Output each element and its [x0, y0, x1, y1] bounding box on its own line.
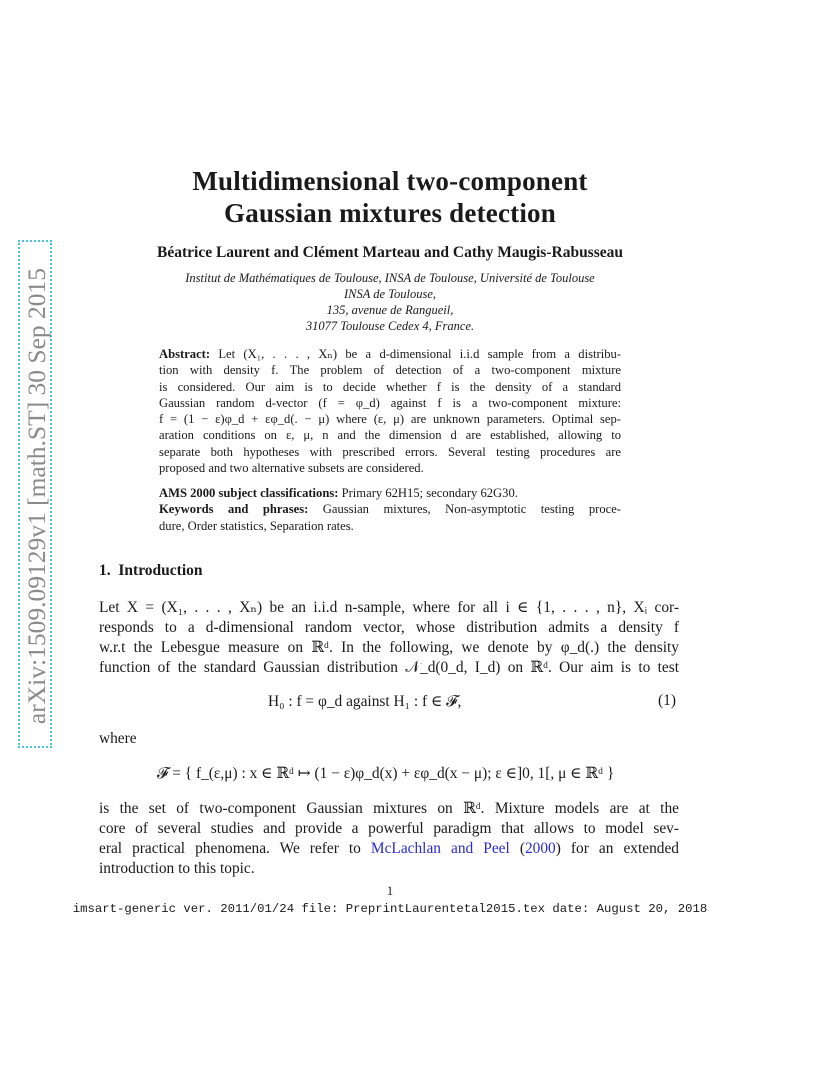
abstract-line: Gaussian random d-vector (f = φ_d) against f is a two-component mixture: — [159, 395, 621, 410]
equation-number: (1) — [658, 692, 676, 709]
abstract-line: aration conditions on ε, μ, n and the dimension d are established, allowing to — [159, 428, 621, 443]
abstract-line: proposed and two alternative subsets are considered. — [159, 461, 424, 476]
ams-label: AMS 2000 subject classifications: — [159, 486, 339, 500]
section-number: 1. — [99, 562, 111, 579]
abstract-line: f = (1 − ε)φ_d + εφ_d(. − μ) where (ε, μ) are unknown parameters. Optimal sep- — [159, 412, 621, 427]
author-list: Béatrice Laurent and Clément Marteau and Cathy Maugis-Rabusseau — [157, 244, 623, 261]
equation-2: 𝓕 = { f_(ε,μ) : x ∈ ℝᵈ ↦ (1 − ε)φ_d(x) + εφ_d(x − μ); ε ∈]0, 1[, μ ∈ ℝᵈ } — [157, 765, 615, 782]
arxiv-stamp-text: arXiv:1509.09129v1 [math.ST] 30 Sep 2015 — [22, 267, 51, 725]
paragraph-line: eral practical phenomena. We refer to McLachlan and Peel (2000) for an extended — [99, 840, 679, 857]
abstract-label: Abstract: — [159, 347, 211, 361]
citation-link[interactable]: McLachlan and Peel — [370, 840, 510, 857]
keywords-label: Keywords and phrases: — [159, 502, 309, 517]
paragraph-line: function of the standard Gaussian distribution 𝒩_d(0_d, I_d) on ℝᵈ. Our aim is to test — [99, 659, 679, 676]
where-text: where — [99, 730, 137, 747]
keywords-line: Gaussian mixtures, Non-asymptotic testing proce- — [322, 502, 621, 517]
paragraph-line: responds to a d-dimensional random vector, whose distribution admits a density f — [99, 619, 679, 636]
abstract-line: separate both hypotheses with prescribed errors. Several testing procedures are — [159, 444, 621, 459]
ams-text: Primary 62H15; secondary 62G30. — [341, 486, 518, 500]
paper-title-line1: Multidimensional two-component — [192, 166, 588, 196]
paragraph-line: Let X = (X₁, . . . , Xₙ) be an i.i.d n-sample, where for all i ∈ {1, . . . , n}, Xᵢ cor- — [99, 599, 679, 616]
mixture-paragraph — [99, 799, 679, 879]
paragraph-line: core of several studies and provide a powerful paradigm that allows to model sev- — [99, 820, 679, 837]
equation-1: H₀ : f = φ_d against H₁ : f ∈ 𝓕, — [268, 693, 462, 710]
intro-paragraph — [99, 598, 679, 678]
abstract — [159, 346, 621, 476]
paragraph-line: is the set of two-component Gaussian mixtures on ℝᵈ. Mixture models are at the — [99, 800, 679, 817]
abstract-line: Let (X₁, . . . , Xₙ) be a d-dimensional i.i.d sample from a distribu- — [218, 347, 621, 361]
paragraph-line: w.r.t the Lebesgue measure on ℝᵈ. In the following, we denote by φ_d(.) the density — [99, 639, 679, 656]
footer: imsart-generic ver. 2011/01/24 file: PreprintLaurentetal2015.tex date: August 20, 2018 — [72, 902, 708, 916]
affiliation-line3: 135, avenue de Rangueil, — [326, 303, 454, 317]
section-heading — [99, 562, 203, 580]
paper-title-line2: Gaussian mixtures detection — [224, 198, 556, 228]
abstract-line: tion with density f. The problem of detection of a two-component mixture — [159, 363, 621, 378]
abstract-line: is considered. Our aim is to decide whether f is the density of a standard — [159, 379, 621, 394]
citation-year-link[interactable]: 2000 — [524, 840, 556, 857]
paragraph-line: introduction to this topic. — [99, 860, 255, 877]
affiliation-line1: Institut de Mathématiques de Toulouse, INSA de Toulouse, Université de Toulouse — [185, 271, 595, 285]
paragraph-text: eral practical phenomena. We refer to — [99, 840, 361, 857]
keywords-line: dure, Order statistics, Separation rates. — [159, 518, 354, 533]
classifications — [159, 485, 621, 534]
affiliation-line4: 31077 Toulouse Cedex 4, France. — [305, 319, 475, 333]
section-title: Introduction — [118, 562, 203, 579]
paragraph-text: for an extended — [570, 840, 679, 857]
affiliation-line2: INSA de Toulouse, — [343, 287, 437, 301]
page-number: 1 — [386, 884, 394, 898]
